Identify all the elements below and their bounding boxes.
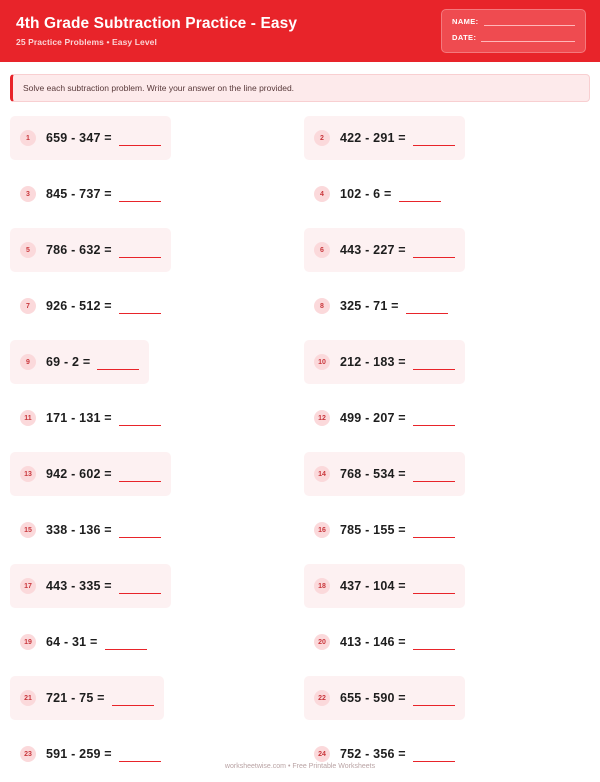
answer-line[interactable] [406, 299, 448, 314]
answer-line[interactable] [413, 635, 455, 650]
answer-line[interactable] [413, 747, 455, 762]
problem-cell [10, 614, 296, 670]
problem-number-badge: 10 [314, 354, 330, 370]
problems-grid [10, 110, 590, 782]
problem-expression: 785 - 155 = [340, 523, 406, 537]
problem-item [10, 228, 171, 272]
answer-line[interactable] [413, 579, 455, 594]
problem-item [304, 396, 465, 440]
date-input-line[interactable] [481, 33, 575, 42]
problem-item [304, 452, 465, 496]
problem-number-badge: 17 [20, 578, 36, 594]
problem-number-badge: 5 [20, 242, 36, 258]
problem-cell [10, 446, 296, 502]
problem-expression: 591 - 259 = [46, 747, 112, 761]
problem-cell [10, 502, 296, 558]
problem-number-badge: 4 [314, 186, 330, 202]
name-label: NAME: [452, 17, 479, 26]
answer-line[interactable] [119, 131, 161, 146]
problem-number-badge: 8 [314, 298, 330, 314]
problem-item [10, 452, 171, 496]
answer-line[interactable] [119, 411, 161, 426]
problem-item [10, 620, 157, 664]
problem-item [304, 508, 465, 552]
answer-line[interactable] [413, 523, 455, 538]
problem-number-badge: 21 [20, 690, 36, 706]
problem-expression: 437 - 104 = [340, 579, 406, 593]
answer-line[interactable] [119, 747, 161, 762]
problem-expression: 171 - 131 = [46, 411, 112, 425]
problem-item [10, 340, 149, 384]
instruction-text: Solve each subtraction problem. Write your answer on the line provided. [23, 83, 295, 93]
problem-item [304, 564, 465, 608]
answer-line[interactable] [119, 579, 161, 594]
problem-expression: 443 - 227 = [340, 243, 406, 257]
problem-item [10, 284, 171, 328]
problem-number-badge: 11 [20, 410, 36, 426]
date-row [452, 33, 575, 42]
answer-line[interactable] [119, 243, 161, 258]
answer-line[interactable] [413, 411, 455, 426]
problem-expression: 64 - 31 = [46, 635, 98, 649]
problem-item [304, 284, 458, 328]
answer-line[interactable] [97, 355, 139, 370]
problem-number-badge: 15 [20, 522, 36, 538]
problem-number-badge: 6 [314, 242, 330, 258]
problem-number-badge: 18 [314, 578, 330, 594]
problem-cell [304, 502, 590, 558]
problem-expression: 942 - 602 = [46, 467, 112, 481]
problem-cell [304, 278, 590, 334]
problem-number-badge: 7 [20, 298, 36, 314]
header-title-block [16, 15, 297, 47]
problem-expression: 413 - 146 = [340, 635, 406, 649]
date-label: DATE: [452, 33, 477, 42]
answer-line[interactable] [399, 187, 441, 202]
problem-expression: 845 - 737 = [46, 187, 112, 201]
footer: worksheetwise.com • Free Printable Worksheets [224, 763, 376, 770]
problem-item [304, 620, 465, 664]
problem-cell [10, 726, 296, 782]
problem-number-badge: 20 [314, 634, 330, 650]
problem-item [10, 396, 171, 440]
page-title: 4th Grade Subtraction Practice - Easy [16, 15, 298, 32]
answer-line[interactable] [413, 691, 455, 706]
problem-cell [304, 110, 590, 166]
problem-expression: 721 - 75 = [46, 691, 105, 705]
problem-number-badge: 3 [20, 186, 36, 202]
problem-number-badge: 12 [314, 410, 330, 426]
problem-cell [304, 166, 590, 222]
problem-cell [10, 110, 296, 166]
problem-expression: 768 - 534 = [340, 467, 406, 481]
answer-line[interactable] [119, 523, 161, 538]
name-date-box [441, 9, 586, 53]
problem-expression: 926 - 512 = [46, 299, 112, 313]
problem-cell [10, 334, 296, 390]
answer-line[interactable] [413, 355, 455, 370]
name-row [452, 17, 575, 26]
problem-expression: 338 - 136 = [46, 523, 112, 537]
problem-number-badge: 13 [20, 466, 36, 482]
problem-cell [10, 390, 296, 446]
problem-item [10, 564, 171, 608]
problem-number-badge: 19 [20, 634, 36, 650]
problem-cell [304, 614, 590, 670]
answer-line[interactable] [413, 467, 455, 482]
problem-cell [304, 558, 590, 614]
answer-line[interactable] [413, 243, 455, 258]
name-input-line[interactable] [484, 17, 575, 26]
problem-number-badge: 9 [20, 354, 36, 370]
problem-item [304, 172, 451, 216]
problem-item [10, 116, 171, 160]
problem-item [304, 116, 465, 160]
answer-line[interactable] [112, 691, 154, 706]
problem-number-badge: 2 [314, 130, 330, 146]
problem-number-badge: 1 [20, 130, 36, 146]
problem-cell [10, 166, 296, 222]
problem-cell [304, 390, 590, 446]
answer-line[interactable] [413, 131, 455, 146]
problem-expression: 499 - 207 = [340, 411, 406, 425]
problem-cell [10, 670, 296, 726]
answer-line[interactable] [119, 467, 161, 482]
problem-expression: 69 - 2 = [46, 355, 91, 369]
problem-cell [10, 558, 296, 614]
problem-expression: 212 - 183 = [340, 355, 406, 369]
problem-cell [10, 278, 296, 334]
answer-line[interactable] [119, 187, 161, 202]
problem-item [304, 228, 465, 272]
problem-number-badge: 22 [314, 690, 330, 706]
problem-expression: 659 - 347 = [46, 131, 112, 145]
problem-expression: 786 - 632 = [46, 243, 112, 257]
problem-item [10, 676, 164, 720]
problem-cell [10, 222, 296, 278]
problem-cell [304, 670, 590, 726]
problem-expression: 655 - 590 = [340, 691, 406, 705]
problem-number-badge: 14 [314, 466, 330, 482]
answer-line[interactable] [119, 299, 161, 314]
worksheet-header [0, 0, 600, 62]
problem-item [304, 340, 465, 384]
problem-expression: 443 - 335 = [46, 579, 112, 593]
problem-item [10, 172, 171, 216]
problem-expression: 752 - 356 = [340, 747, 406, 761]
problem-expression: 422 - 291 = [340, 131, 406, 145]
problem-cell [304, 726, 590, 782]
problem-expression: 102 - 6 = [340, 187, 392, 201]
problem-number-badge: 16 [314, 522, 330, 538]
problem-item [10, 508, 171, 552]
problem-cell [304, 446, 590, 502]
problem-number-badge: 24 [314, 746, 330, 762]
answer-line[interactable] [105, 635, 147, 650]
problem-item [304, 676, 465, 720]
problem-number-badge: 23 [20, 746, 36, 762]
page-subtitle: 25 Practice Problems • Easy Level [16, 37, 157, 47]
problem-expression: 325 - 71 = [340, 299, 399, 313]
problem-cell [304, 222, 590, 278]
problem-cell [304, 334, 590, 390]
instruction-banner [10, 74, 590, 102]
